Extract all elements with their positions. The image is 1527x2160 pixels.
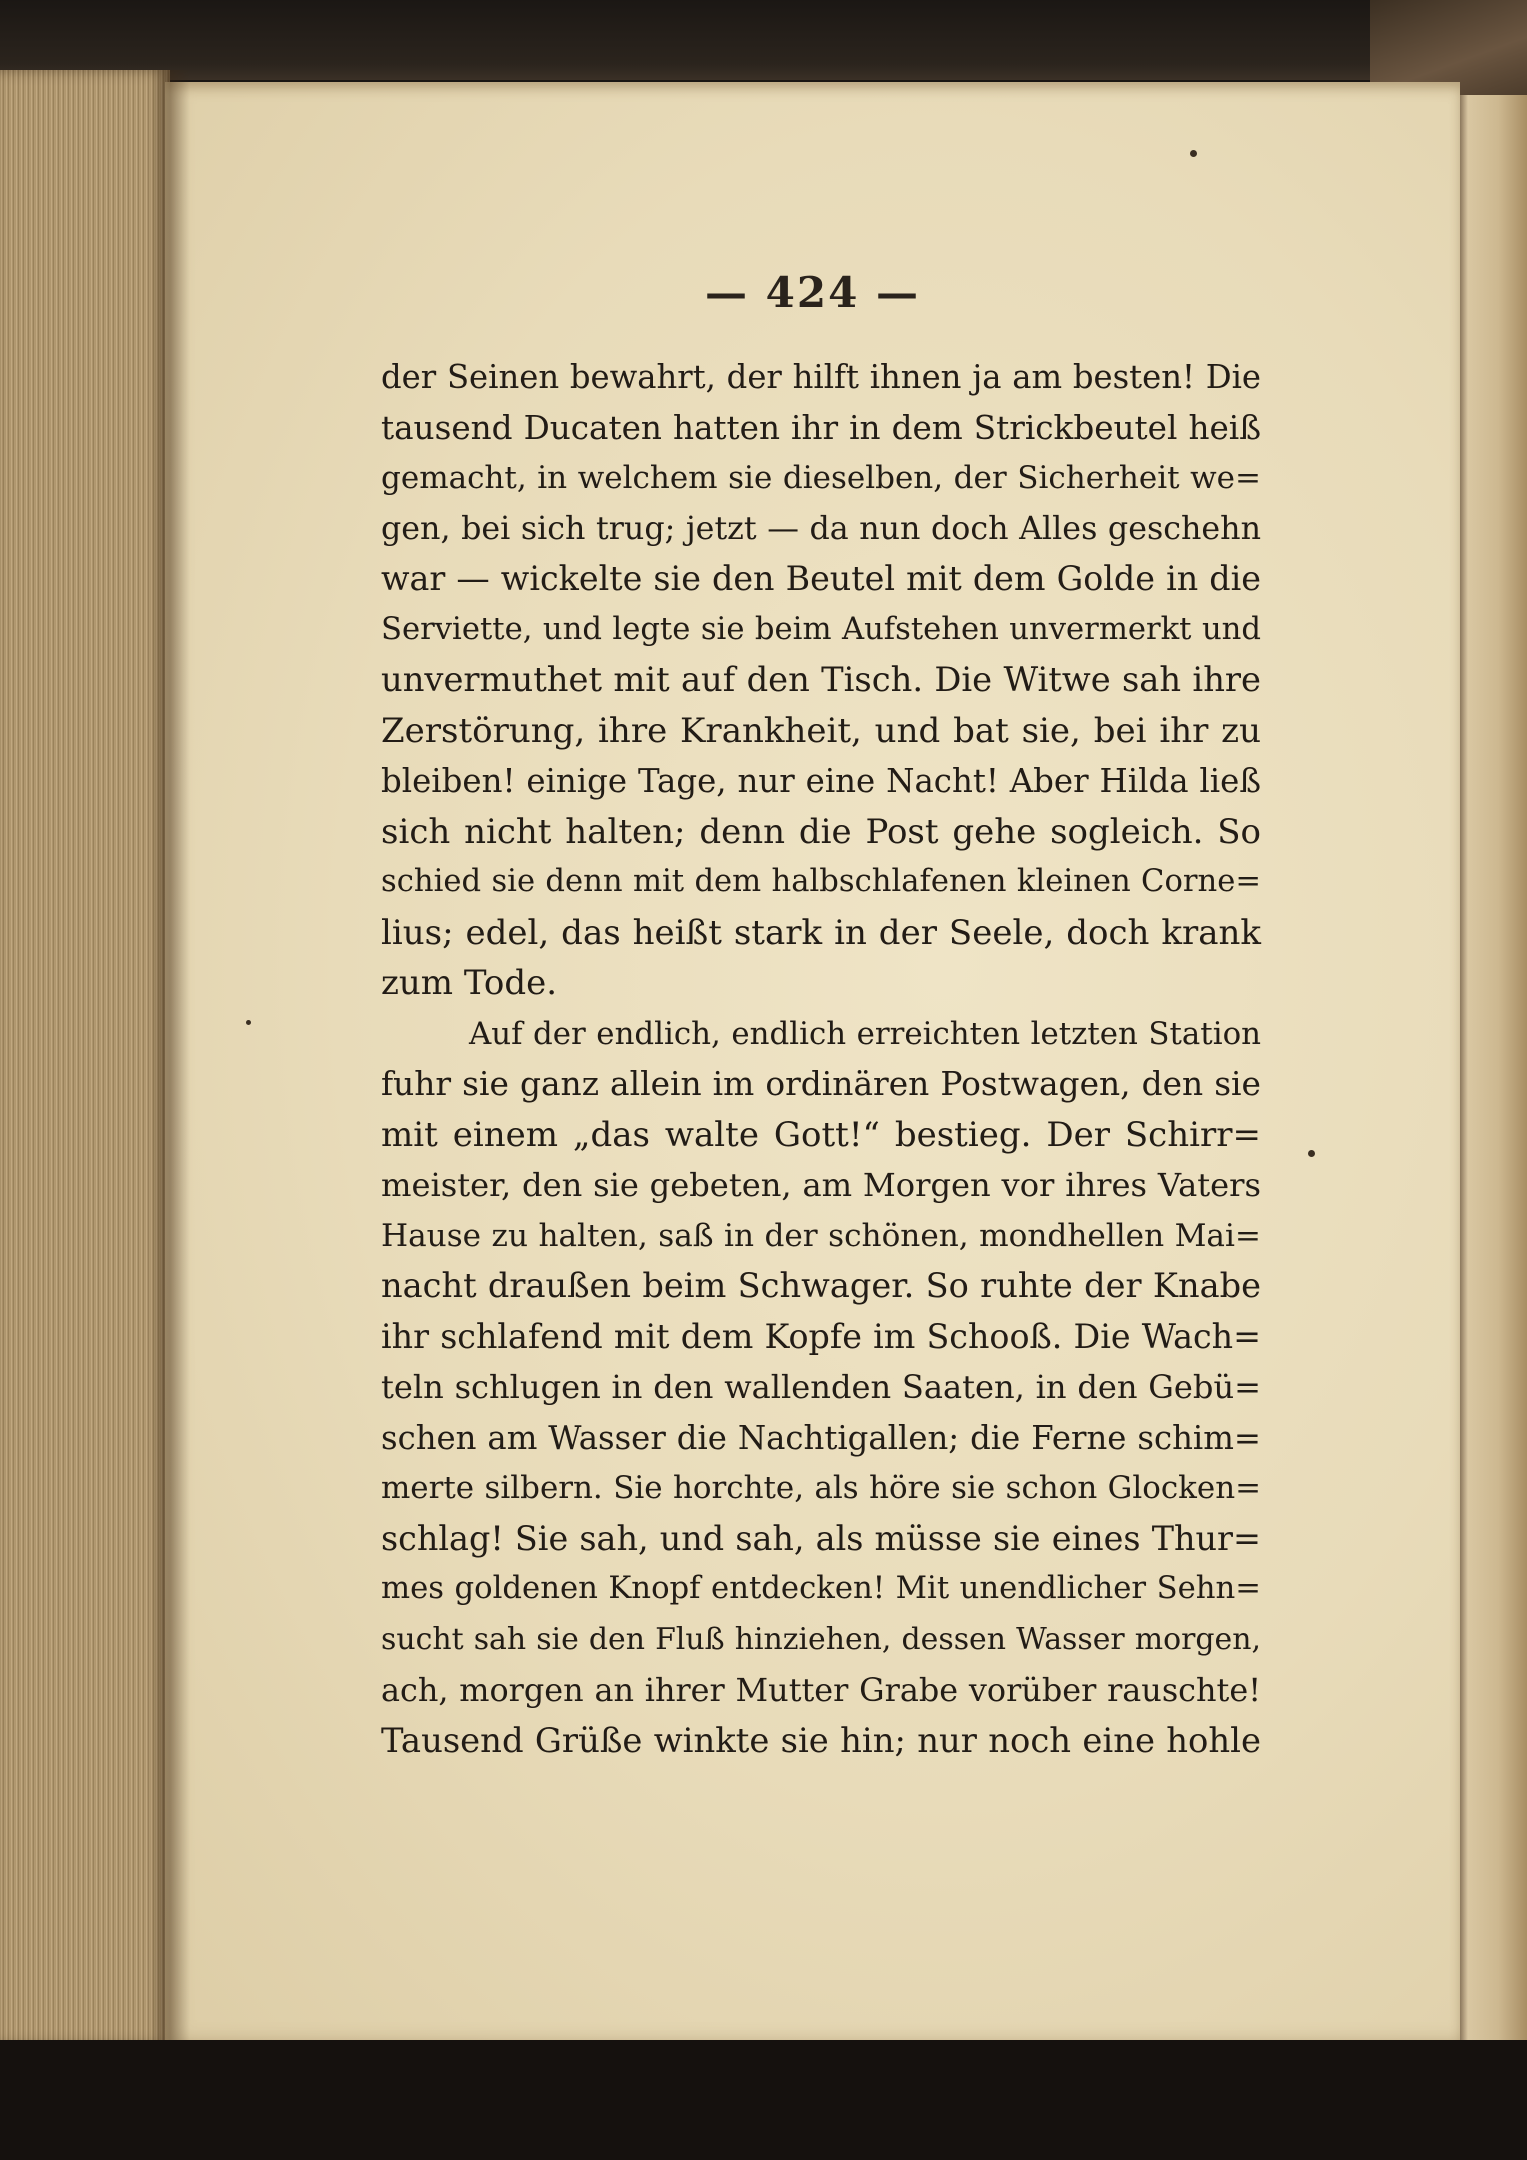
paper-speck — [1190, 150, 1197, 157]
text-line: teln schlugen in den wallenden Saaten, in den Gebü= — [381, 1368, 1261, 1406]
paper-speck — [1308, 1150, 1315, 1157]
paper-speck — [246, 1020, 251, 1025]
text-line: fuhr sie ganz allein im ordinären Postwagen, den sie — [381, 1065, 1261, 1103]
page-number: — 424 — — [705, 268, 920, 317]
text-line: lius; edel, das heißt stark in der Seele, doch krank — [381, 912, 1261, 953]
text-line: schlag! Sie sah, und sah, als müsse sie eines Thur= — [381, 1518, 1261, 1558]
text-line: gemacht, in welchem sie dieselben, der Sicherheit we= — [381, 460, 1261, 496]
text-line: mit einem „das walte Gott!“ bestieg. Der Schirr= — [381, 1114, 1261, 1155]
text-line: ihr schlafend mit dem Kopfe im Schooß. Die Wach= — [381, 1316, 1261, 1356]
text-line: mes goldenen Knopf entdecken! Mit unendlicher Sehn= — [381, 1571, 1261, 1606]
text-line: Auf der endlich, endlich erreichten letzten Station — [469, 1015, 1261, 1052]
spine-shadow — [150, 70, 190, 2045]
text-line: Serviette, und legte sie beim Aufstehen unvermerkt und — [381, 611, 1261, 647]
text-line: merte silbern. Sie horchte, als höre sie schon Glocken= — [381, 1470, 1261, 1506]
text-line: tausend Ducaten hatten ihr in dem Strickbeutel heiß — [381, 408, 1261, 447]
text-line: nacht draußen beim Schwager. So ruhte der Knabe — [381, 1266, 1261, 1305]
text-line: zum Tode. — [381, 963, 558, 1003]
text-line: Zerstörung, ihre Krankheit, und bat sie, bei ihr zu — [381, 710, 1261, 751]
text-line: schied sie denn mit dem halbschlafenen kleinen Corne= — [381, 864, 1261, 899]
text-line: meister, den sie gebeten, am Morgen vor ihres Vaters — [381, 1166, 1261, 1204]
facing-page-edge — [1455, 95, 1527, 2055]
text-line: ach, morgen an ihrer Mutter Grabe vorüber rauschte! — [381, 1671, 1261, 1709]
text-line: Hause zu halten, saß in der schönen, mondhellen Mai= — [381, 1217, 1261, 1254]
text-line: der Seinen bewahrt, der hilft ihnen ja am besten! Die — [381, 358, 1261, 396]
page-stack-edges — [0, 70, 170, 2045]
text-line: bleiben! einige Tage, nur eine Nacht! Aber Hilda ließ — [381, 762, 1261, 800]
text-line: sich nicht halten; denn die Post gehe sogleich. So — [381, 811, 1261, 852]
text-line: unvermuthet mit auf den Tisch. Die Witwe sah ihre — [381, 660, 1261, 699]
text-line: sucht sah sie den Fluß hinziehen, dessen Wasser morgen, — [381, 1621, 1261, 1657]
book-cover-top — [0, 0, 1527, 80]
text-line: Tausend Grüße winkte sie hin; nur noch eine hohle — [381, 1720, 1261, 1760]
text-line: schen am Wasser die Nachtigallen; die Ferne schim= — [381, 1418, 1261, 1457]
text-line: gen, bei sich trug; jetzt — da nun doch Alles geschehn — [381, 510, 1261, 547]
body-text — [381, 352, 1261, 1766]
background-bottom — [0, 2040, 1527, 2160]
text-line: war — wickelte sie den Beutel mit dem Golde in die — [381, 559, 1261, 598]
